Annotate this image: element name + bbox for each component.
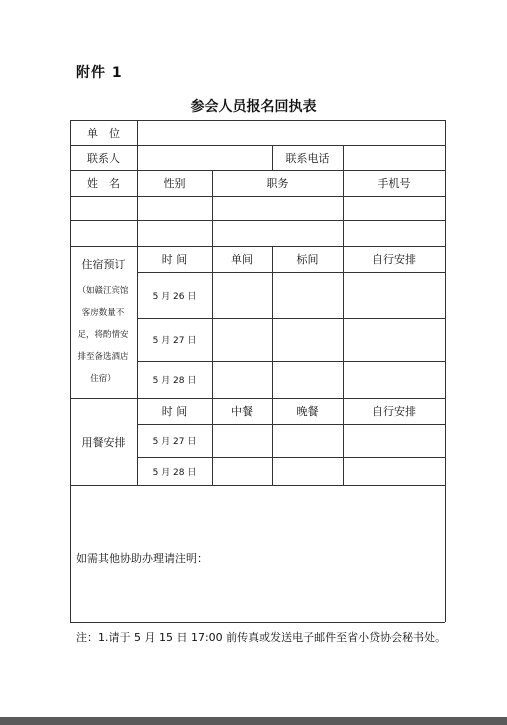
lodging-date: 5 月 28 日 bbox=[152, 376, 197, 386]
dining-dinner-header: 晚餐 bbox=[296, 405, 319, 418]
attendee-mobile-field[interactable] bbox=[344, 221, 445, 246]
position-header: 职务 bbox=[266, 177, 289, 190]
name-header: 姓 名 bbox=[87, 177, 120, 190]
contact-label: 联系人 bbox=[87, 151, 120, 165]
gender-header: 性别 bbox=[163, 177, 186, 190]
lodging-title: 住宿预订 bbox=[81, 258, 126, 271]
contact-phone-label: 联系电话 bbox=[285, 151, 330, 165]
form-title: 参会人员报名回执表 bbox=[190, 99, 317, 115]
dining-lunch-header: 中餐 bbox=[231, 405, 253, 418]
dining-time-header: 时 间 bbox=[161, 405, 188, 418]
lodging-note-line: （如赣江宾馆 bbox=[77, 286, 129, 296]
attendee-name-field[interactable] bbox=[71, 197, 137, 220]
lodging-note bbox=[70, 280, 137, 390]
page-bottom-border bbox=[0, 717, 507, 725]
attachment-label: 附件 1 bbox=[76, 65, 123, 81]
dining-title: 用餐安排 bbox=[81, 435, 126, 449]
attendee-gender-field[interactable] bbox=[138, 221, 212, 246]
footer-note: 注：1.请于 5 月 15 日 17:00 前传真或发送电子邮件至省小贷协会秘书处。 bbox=[76, 631, 447, 644]
attendee-name-field[interactable] bbox=[71, 221, 137, 246]
contact-field[interactable] bbox=[138, 146, 272, 170]
contact-phone-field[interactable] bbox=[344, 146, 444, 170]
unit-field[interactable] bbox=[138, 121, 444, 145]
attendee-position-field[interactable] bbox=[213, 197, 343, 220]
attendee-mobile-field[interactable] bbox=[344, 197, 445, 220]
lodging-self-arrange-header: 自行安排 bbox=[372, 253, 416, 266]
dining-date: 5 月 27 日 bbox=[152, 437, 197, 447]
attendee-gender-field[interactable] bbox=[138, 197, 212, 220]
lodging-note-line: 排至备选酒店 bbox=[77, 352, 129, 362]
lodging-time-header: 时 间 bbox=[161, 253, 188, 266]
dining-date: 5 月 28 日 bbox=[152, 467, 197, 478]
lodging-single-header: 单间 bbox=[231, 253, 253, 266]
lodging-note-line: 客房数量不 bbox=[81, 308, 125, 318]
lodging-note-line: 足，将酌情安 bbox=[77, 330, 129, 340]
dining-self-arrange-header: 自行安排 bbox=[372, 405, 416, 418]
other-help-label: 如需其他协助办理请注明： bbox=[76, 552, 208, 565]
lodging-date: 5 月 26 日 bbox=[152, 291, 197, 302]
lodging-standard-header: 标间 bbox=[296, 253, 319, 266]
attendee-position-field[interactable] bbox=[213, 221, 343, 246]
unit-label: 单 位 bbox=[87, 126, 120, 140]
mobile-header: 手机号 bbox=[377, 177, 411, 190]
lodging-note-line: 住宿） bbox=[90, 374, 116, 384]
lodging-date: 5 月 27 日 bbox=[152, 336, 197, 346]
